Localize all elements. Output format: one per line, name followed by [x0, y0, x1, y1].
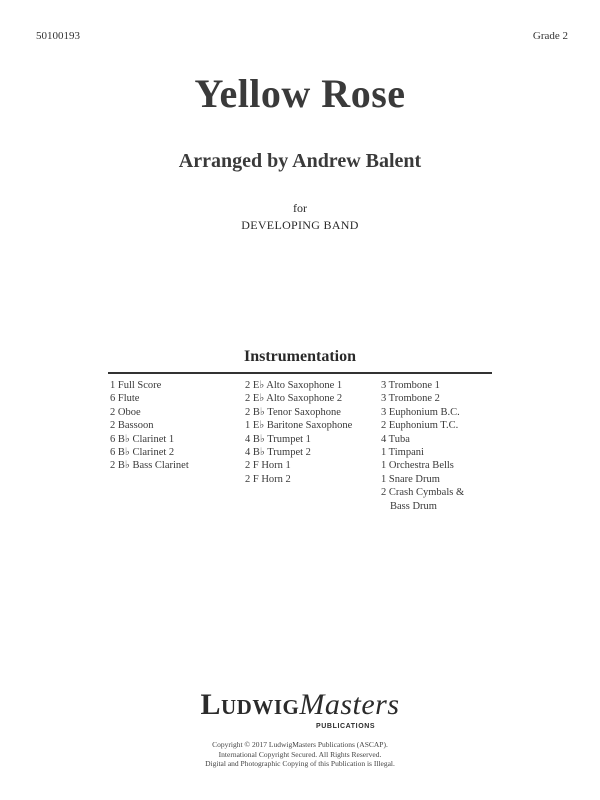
copyright-line: International Copyright Secured. All Rights Reserved. — [218, 749, 382, 759]
instrument-column-1 — [110, 379, 189, 473]
logo-publications-text: PUBLICATIONS — [316, 723, 376, 730]
instrument-item: 2 E♭ Alto Saxophone 1 — [245, 380, 343, 391]
copyright-line: Copyright © 2017 LudwigMasters Publications (ASCAP). — [212, 740, 388, 749]
for-label: for — [293, 201, 307, 215]
logo-ludwig-text: Ludwig — [200, 688, 300, 721]
instrument-item: 6 B♭ Clarinet 1 — [110, 433, 175, 445]
instrument-item: 2 Euphonium T.C. — [381, 420, 459, 432]
instrument-column-2 — [245, 379, 352, 486]
copyright-line: Digital and Photographic Copying of this Publication is Illegal. — [205, 759, 395, 768]
instrument-item: 1 E♭ Baritone Saxophone — [245, 420, 353, 432]
piece-title: Yellow Rose — [194, 71, 406, 116]
instrumentation-rule — [108, 372, 492, 374]
instrument-item: 2 B♭ Tenor Saxophone — [245, 406, 341, 418]
instrument-item: 4 B♭ Trumpet 2 — [245, 447, 311, 459]
instrument-item: 2 B♭ Bass Clarinet — [110, 460, 189, 472]
instrument-item: 4 B♭ Trumpet 1 — [245, 433, 311, 445]
catalog-number: 50100193 — [36, 30, 80, 42]
instrument-item: 6 B♭ Clarinet 2 — [110, 447, 175, 459]
arranger-credit: Arranged by Andrew Balent — [178, 150, 422, 172]
copyright-notice — [0, 740, 600, 769]
instrument-item: 3 Trombone 2 — [381, 393, 440, 405]
instrument-column-3 — [381, 379, 464, 513]
logo-masters-text: Masters — [299, 688, 400, 721]
instrument-item: 3 Trombone 1 — [381, 380, 440, 391]
instrument-item: 2 F Horn 1 — [245, 460, 291, 472]
grade-label: Grade 2 — [532, 30, 568, 42]
instrument-item-continued: Bass Drum — [390, 500, 437, 512]
instrument-item: 3 Euphonium B.C. — [381, 406, 460, 418]
instrument-item: 2 F Horn 2 — [245, 473, 291, 485]
instrument-item: 2 Crash Cymbals & — [381, 487, 465, 499]
instrument-item: 2 Bassoon — [110, 420, 154, 432]
instrument-item: 6 Flute — [110, 393, 140, 405]
instrument-item: 2 E♭ Alto Saxophone 2 — [245, 393, 343, 405]
ensemble-label: DEVELOPING BAND — [241, 218, 359, 232]
instrument-item: 1 Full Score — [110, 380, 162, 391]
instrument-item: 1 Orchestra Bells — [381, 460, 454, 472]
instrument-item: 1 Snare Drum — [381, 473, 440, 485]
instrument-item: 4 Tuba — [381, 433, 410, 445]
instrument-item: 1 Timpani — [381, 447, 424, 459]
instrument-item: 2 Oboe — [110, 406, 141, 418]
publisher-logo — [0, 690, 600, 720]
instrumentation-heading: Instrumentation — [243, 348, 356, 365]
